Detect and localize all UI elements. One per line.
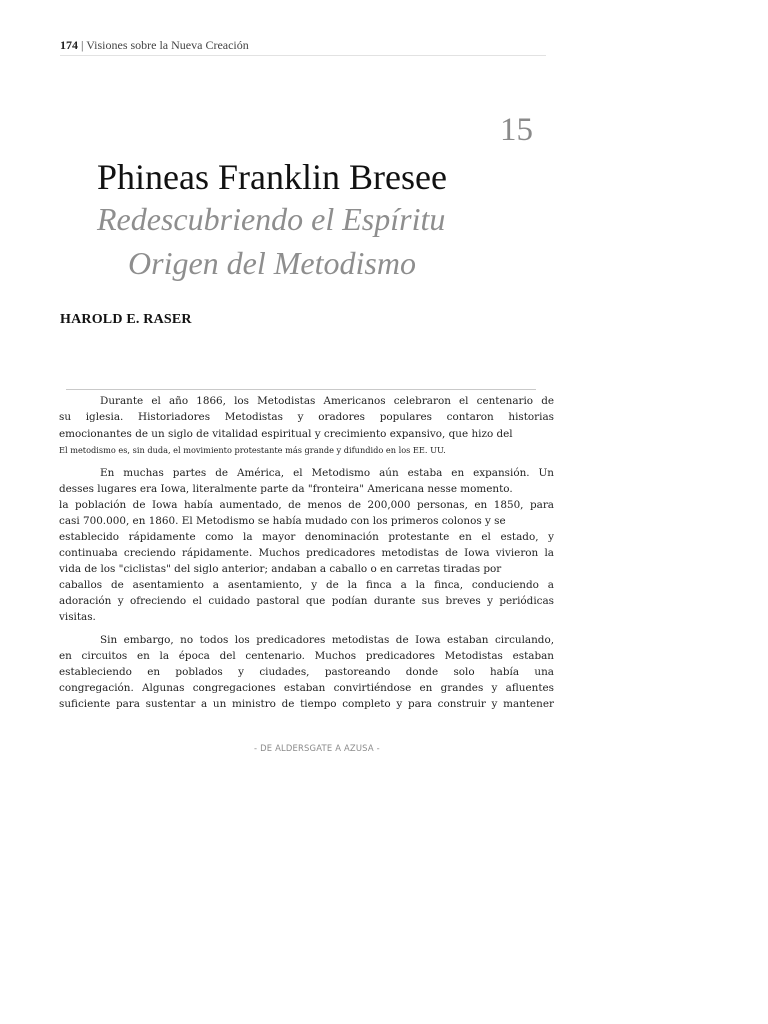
chapter-subtitle-line2: Origen del Metodismo: [128, 245, 416, 281]
body-line: estableciendo en poblados y ciudades, pastoreando donde solo había una: [59, 666, 554, 678]
page-number: 174: [60, 38, 78, 52]
body-line: caballos de asentamiento a asentamiento, y de la finca a la finca, conduciendo a: [59, 579, 554, 591]
author-name: HAROLD E. RASER: [60, 312, 192, 327]
body-line: El metodismo es, sin duda, el movimiento protestante más grande y difundido en los EE. UU.: [59, 445, 446, 455]
body-line: la población de Iowa había aumentado, de menos de 200,000 personas, en 1850, para: [59, 499, 554, 511]
body-line: Sin embargo, no todos los predicadores metodistas de Iowa estaban circulando,: [100, 634, 554, 646]
body-line: congregación. Algunas congregaciones estaban convirtiéndose en grandes y afluentes: [59, 682, 554, 694]
body-line: establecido rápidamente como la mayor denominación protestante en el estado, y: [59, 531, 554, 543]
book-title: Visiones sobre la Nueva Creación: [86, 38, 249, 52]
running-header: [60, 38, 249, 53]
header-separator: |: [81, 38, 84, 52]
body-line: continuaba creciendo rápidamente. Muchos predicadores metodistas de Iowa vivieron la: [59, 547, 554, 559]
body-line: desses lugares era Iowa, literalmente parte da "fronteira" Americana nesse momento.: [59, 483, 513, 495]
section-rule: [66, 389, 536, 390]
body-line: en circuitos en la época del centenario. Muchos predicadores Metodistas estaban: [59, 650, 554, 662]
body-line: En muchas partes de América, el Metodismo aún estaba en expansión. Un: [100, 467, 554, 479]
body-line: visitas.: [59, 611, 96, 623]
chapter-subtitle-line1: Redescubriendo el Espíritu: [97, 201, 446, 237]
body-line: adoración y ofreciendo el cuidado pastoral que podían durante sus breves y periódicas: [59, 595, 554, 607]
body-line: suficiente para sustentar a un ministro de tiempo completo y para construir y mantener: [59, 698, 554, 710]
page-footer: - DE ALDERSGATE A AZUSA -: [254, 743, 380, 753]
body-line: vida de los "ciclistas" del siglo anterior; andaban a caballo o en carretas tiradas por: [59, 563, 502, 575]
body-line: casi 700.000, en 1860. El Metodismo se había mudado con los primeros colonos y se: [59, 515, 506, 527]
body-line: emocionantes de un siglo de vitalidad espiritual y crecimiento expansivo, que hizo del: [59, 428, 513, 440]
header-rule: [60, 55, 546, 56]
chapter-number: 15: [500, 112, 533, 148]
body-line: su iglesia. Historiadores Metodistas y oradores populares contaron historias: [59, 411, 554, 423]
body-line: Durante el año 1866, los Metodistas Americanos celebraron el centenario de: [100, 395, 554, 407]
chapter-title: Phineas Franklin Bresee: [97, 157, 447, 197]
